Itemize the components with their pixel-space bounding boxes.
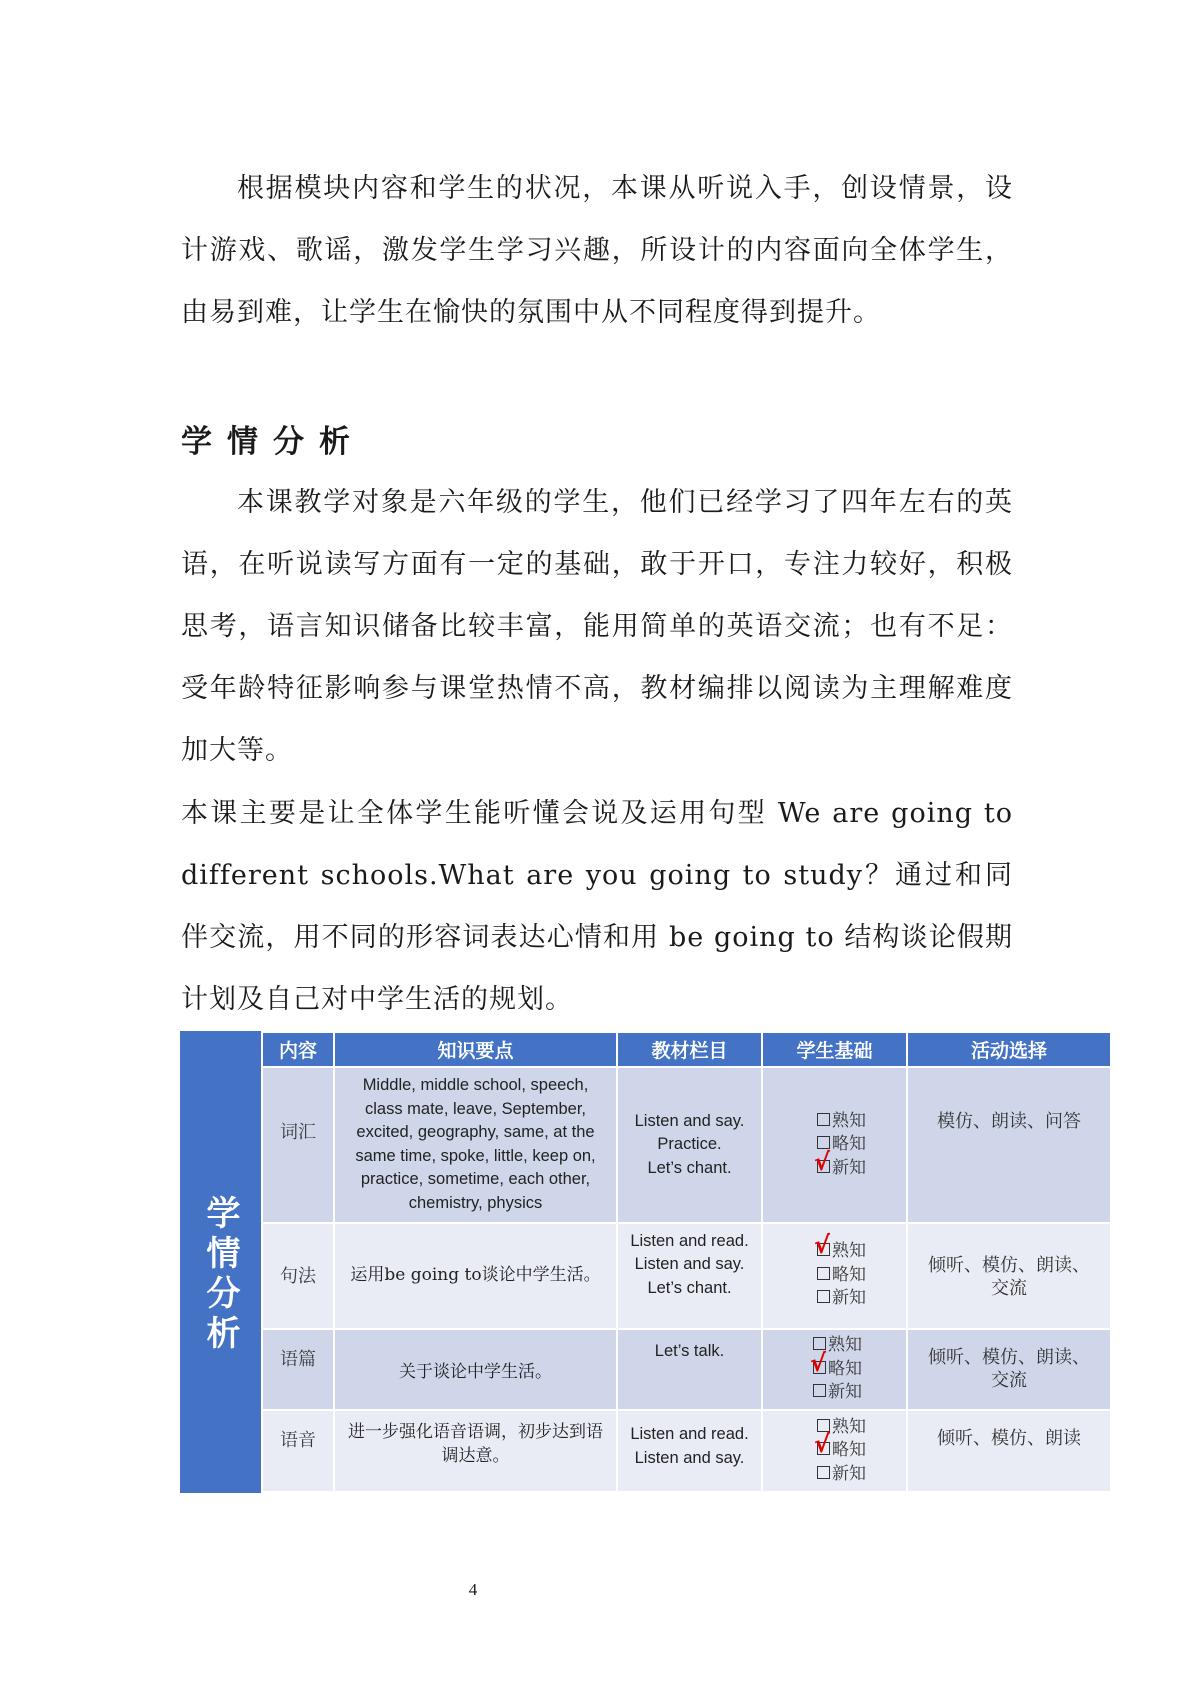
side-band [180, 1031, 261, 1493]
section-item: Listen and read. [630, 1425, 749, 1444]
section-item: Practice. [657, 1135, 722, 1154]
category-phonetics: 语音 [262, 1410, 334, 1492]
sections-discourse [617, 1329, 762, 1411]
base-option-label: 熟知 [832, 1416, 866, 1437]
category-pattern: 句法 [262, 1223, 334, 1329]
section-item: Let’s chant. [647, 1158, 732, 1177]
base-option-label: 新知 [828, 1382, 862, 1403]
header-base: 学生基础 [762, 1032, 907, 1067]
base-options [814, 1416, 866, 1487]
section-item: Listen and say. [634, 1111, 745, 1130]
base-pattern [762, 1223, 907, 1329]
checkbox-icon [817, 1290, 830, 1303]
header-sections: 教材栏目 [617, 1032, 762, 1067]
activity-pattern: 倾听、模仿、朗读、交流 [907, 1223, 1111, 1329]
base-option-new [813, 1381, 862, 1405]
activity-phonetics: 倾听、模仿、朗读 [907, 1410, 1111, 1492]
base-options [814, 1231, 866, 1311]
base-vocab [762, 1067, 907, 1223]
points-pattern: 运用be going to谈论中学生活。 [334, 1223, 617, 1329]
base-option-somewhat [814, 1430, 866, 1463]
header-points: 知识要点 [334, 1032, 617, 1067]
base-options [810, 1334, 862, 1405]
base-phonetics [762, 1410, 907, 1492]
base-option-new [817, 1463, 866, 1487]
section-item: Listen and read. [630, 1231, 749, 1250]
base-option-label: 新知 [832, 1463, 866, 1484]
intro-paragraph: 根据模块内容和学生的状况，本课从听说入手，创设情景，设计游戏、歌谣，激发学生学习兴趣，所设计的内容面向全体学生，由易到难，让学生在愉快的氛围中从不同程度得到提升。 [181, 173, 1013, 328]
base-option-label: 新知 [832, 1288, 866, 1309]
table-row-discourse [262, 1329, 1111, 1411]
checkbox-icon [817, 1267, 830, 1280]
section-item: Listen and say. [634, 1448, 745, 1467]
base-option-label: 熟知 [832, 1110, 866, 1131]
side-title: 学情分析 [200, 1195, 240, 1355]
points-vocab: Middle, middle school, speech, class mate, leave, September, excited, geography, same, at the same time, spoke, little, keep on, practice, sometime, each other, chemistry, physics [334, 1067, 617, 1223]
base-option-label: 略知 [832, 1440, 866, 1461]
base-option-label: 略知 [832, 1264, 866, 1285]
base-option-somewhat [817, 1264, 866, 1288]
category-discourse: 语篇 [262, 1329, 334, 1411]
activity-discourse: 倾听、模仿、朗读、交流 [907, 1329, 1111, 1411]
section-item: Let’s chant. [647, 1278, 732, 1297]
base-option-new [817, 1287, 866, 1311]
base-option-label: 熟知 [828, 1335, 862, 1356]
activity-vocab: 模仿、朗读、问答 [907, 1067, 1111, 1223]
base-option-label: 略知 [828, 1358, 862, 1379]
section-item: Let’s talk. [654, 1341, 725, 1360]
base-option-familiar [814, 1231, 866, 1264]
sections-pattern [617, 1223, 762, 1329]
base-option-label: 熟知 [832, 1241, 866, 1262]
analysis-grid [261, 1031, 1112, 1493]
base-discourse [762, 1329, 907, 1411]
points-phonetics: 进一步强化语音语调，初步达到语调达意。 [334, 1410, 617, 1492]
base-option-new [814, 1147, 866, 1181]
sections-vocab [617, 1067, 762, 1223]
checkbox-icon [817, 1466, 830, 1479]
base-option-label: 新知 [832, 1157, 866, 1178]
table-row-vocab [262, 1067, 1111, 1223]
section-item: Listen and say. [634, 1255, 745, 1274]
base-option-somewhat [810, 1348, 862, 1382]
checkbox-icon [817, 1113, 830, 1126]
base-option-label: 略知 [832, 1134, 866, 1155]
sections-phonetics [617, 1410, 762, 1492]
header-row [262, 1032, 1111, 1067]
analysis-paragraph: 本课教学对象是六年级的学生，他们已经学习了四年左右的英语，在听说读写方面有一定的基础，敢于开口，专注力较好，积极思考，语言知识储备比较丰富，能用简单的英语交流；也有不足：受年龄特征影响参与课堂热情不高，教材编排以阅读为主理解难度加大等。 [181, 487, 1013, 766]
check-mark-icon: √ [814, 1430, 831, 1459]
table-row-phonetics [262, 1410, 1111, 1492]
goal-paragraph: 本课主要是让全体学生能听懂会说及运用句型 We are going to different schools.What are you going to study？通过和同伴交流，用不同的形容词表达心情和用 be going to 结构谈论假期计划及自己对中学生活的规划。 [181, 798, 1013, 1015]
student-analysis-table [180, 1031, 1110, 1493]
base-options [814, 1110, 866, 1181]
header-activities: 活动选择 [907, 1032, 1111, 1067]
check-mark-icon: √ [810, 1348, 827, 1377]
page-number: 4 [468, 1580, 478, 1599]
section-heading: 学情分析 [181, 424, 365, 460]
header-content: 内容 [262, 1032, 334, 1067]
base-option-familiar [817, 1110, 866, 1134]
table-row-pattern [262, 1223, 1111, 1329]
check-mark-icon: √ [814, 1147, 831, 1176]
check-mark-icon: √ [814, 1231, 831, 1260]
checkbox-icon [813, 1384, 826, 1397]
points-discourse: 关于谈论中学生活。 [334, 1329, 617, 1411]
category-vocab: 词汇 [262, 1067, 334, 1223]
